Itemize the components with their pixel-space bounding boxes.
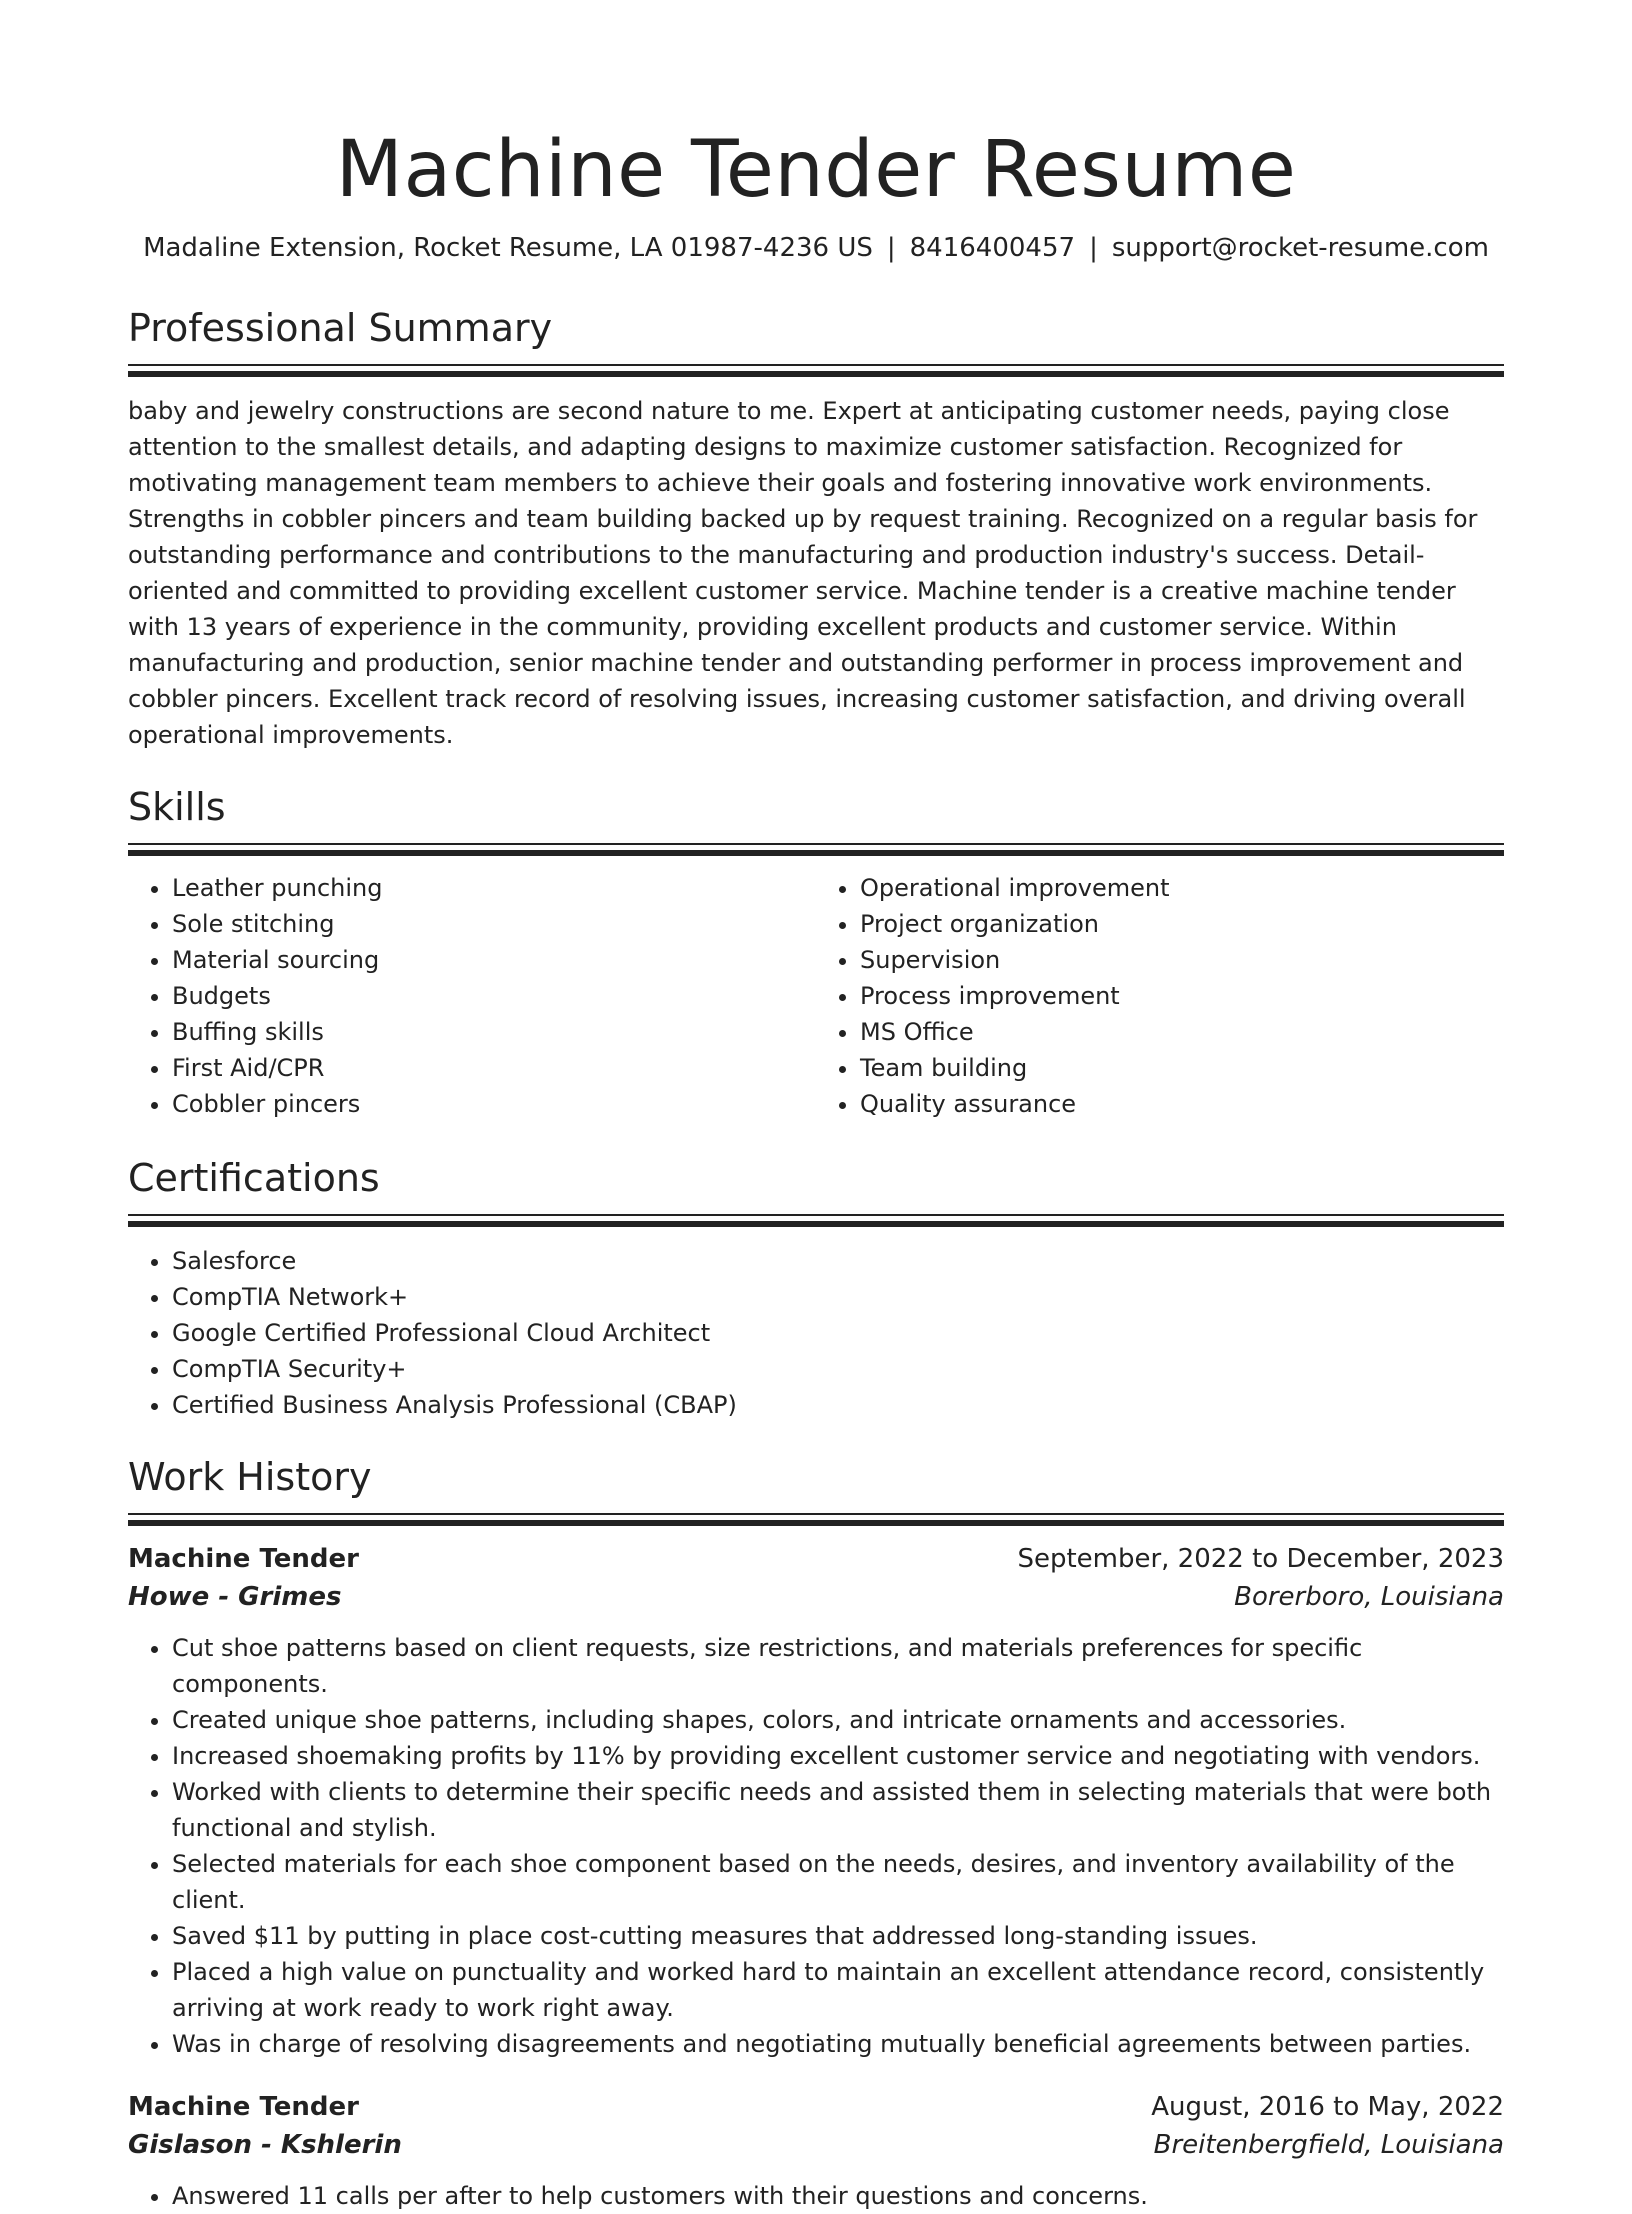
skills-column-right: [816, 870, 1504, 1122]
job-bullet: • Placed a high value on punctuality and worked hard to maintain an excellent attendance record, consistently arriving at work ready to work right away.: [172, 1954, 1504, 2026]
certification-item: • CompTIA Network+: [172, 1279, 1504, 1315]
job-location: Borerboro, Louisiana: [1234, 1582, 1504, 1612]
skill-item: • Cobbler pincers: [172, 1086, 816, 1122]
work-history-heading: Work History: [128, 1455, 372, 1499]
skills-heading: Skills: [128, 785, 226, 829]
job-bullets: [128, 1630, 1504, 2062]
certifications-list: [128, 1243, 1504, 1423]
skill-item: • Budgets: [172, 978, 816, 1014]
job-dates: August, 2016 to May, 2022: [1151, 2092, 1504, 2122]
skills-section: [128, 781, 1504, 1122]
skill-item: • Material sourcing: [172, 942, 816, 978]
job-company: Howe - Grimes: [128, 1582, 342, 1612]
skill-item: • Buffing skills: [172, 1014, 816, 1050]
job-header-row: [128, 1540, 1504, 1578]
job-subheader-row: [128, 2126, 1504, 2164]
contact-separator: |: [1089, 233, 1098, 263]
certification-item: • Certified Business Analysis Professional (CBAP): [172, 1387, 1504, 1423]
job-bullet: • Was in charge of resolving disagreements and negotiating mutually beneficial agreements between parties.: [172, 2026, 1504, 2062]
job-bullet: • Answered 11 calls per after to help customers with their questions and concerns.: [172, 2178, 1504, 2214]
skill-item: • Quality assurance: [860, 1086, 1504, 1122]
skill-item: • Team building: [860, 1050, 1504, 1086]
skill-item: • Process improvement: [860, 978, 1504, 1014]
work-history-section: [128, 1451, 1504, 2214]
contact-line: [128, 230, 1504, 266]
job-bullet: • Worked with clients to determine their specific needs and assisted them in selecting materials that were both functional and stylish.: [172, 1774, 1504, 1846]
job-bullet: • Selected materials for each shoe component based on the needs, desires, and inventory availability of the client.: [172, 1846, 1504, 1918]
job-entry: [128, 2088, 1504, 2214]
job-bullet: • Saved $11 by putting in place cost-cutting measures that addressed long-standing issues.: [172, 1918, 1504, 1954]
skill-item: • Project organization: [860, 906, 1504, 942]
section-rule-thick: [128, 1520, 1504, 1526]
section-rule-thick: [128, 1221, 1504, 1227]
skills-column-left: [128, 870, 816, 1122]
skills-grid: [128, 870, 1504, 1122]
job-entry: [128, 1540, 1504, 2062]
job-company: Gislason - Kshlerin: [128, 2130, 402, 2160]
certifications-heading: Certifications: [128, 1156, 380, 1200]
summary-text: baby and jewelry constructions are second nature to me. Expert at anticipating customer needs, paying close attention to the smallest details, and adapting designs to maximize customer satisfaction. Recognized for motivating management team members to achieve their goals and fostering innovative work environments. Strengths in cobbler pincers and team building backed up by request training. Recognized on a regular basis for outstanding performance and contributions to the manufacturing and production industry's success. Detail-oriented and committed to providing excellent customer service. Machine tender is a creative machine tender with 13 years of experience in the community, providing excellent products and customer service. Within manufacturing and production, senior machine tender and outstanding performer in process improvement and cobbler pincers. Excellent track record of resolving issues, increasing customer satisfaction, and driving overall operational improvements.: [128, 397, 1478, 749]
summary-heading: Professional Summary: [128, 306, 553, 350]
skill-item: • Operational improvement: [860, 870, 1504, 906]
skill-item: • First Aid/CPR: [172, 1050, 816, 1086]
certification-item: • CompTIA Security+: [172, 1351, 1504, 1387]
resume-page: [128, 110, 1504, 2214]
section-rule-thin: [128, 843, 1504, 845]
job-subheader-row: [128, 1578, 1504, 1616]
contact-separator: |: [886, 233, 896, 263]
skill-item: • Sole stitching: [172, 906, 816, 942]
skills-list-right: [816, 870, 1504, 1122]
skills-list-left: [128, 870, 816, 1122]
job-bullets: [128, 2178, 1504, 2214]
section-rule-thick: [128, 371, 1504, 377]
certifications-section: [128, 1152, 1504, 1423]
job-bullet: • Created unique shoe patterns, including shapes, colors, and intricate ornaments and accessories.: [172, 1702, 1504, 1738]
job-title: Machine Tender: [128, 1544, 359, 1574]
job-bullet: • Cut shoe patterns based on client requests, size restrictions, and materials preferences for specific components.: [172, 1630, 1504, 1702]
job-header-row: [128, 2088, 1504, 2126]
contact-email: support@rocket-resume.com: [1111, 233, 1489, 263]
job-title: Machine Tender: [128, 2092, 359, 2122]
certification-item: • Salesforce: [172, 1243, 1504, 1279]
job-bullet: • Increased shoemaking profits by 11% by providing excellent customer service and negotiating with vendors.: [172, 1738, 1504, 1774]
job-location: Breitenbergfield, Louisiana: [1153, 2130, 1504, 2160]
section-rule-thin: [128, 1214, 1504, 1216]
section-rule-thin: [128, 364, 1504, 366]
skill-item: • MS Office: [860, 1014, 1504, 1050]
section-rule-thick: [128, 850, 1504, 856]
job-dates: September, 2022 to December, 2023: [1017, 1544, 1504, 1574]
skill-item: • Leather punching: [172, 870, 816, 906]
skill-item: • Supervision: [860, 942, 1504, 978]
summary-section: [128, 302, 1504, 753]
certification-item: • Google Certified Professional Cloud Architect: [172, 1315, 1504, 1351]
resume-title: Machine Tender Resume: [335, 125, 1297, 215]
contact-address: Madaline Extension, Rocket Resume, LA 01987-4236 US: [143, 233, 873, 263]
section-rule-thin: [128, 1513, 1504, 1515]
contact-phone: 8416400457: [909, 233, 1076, 263]
